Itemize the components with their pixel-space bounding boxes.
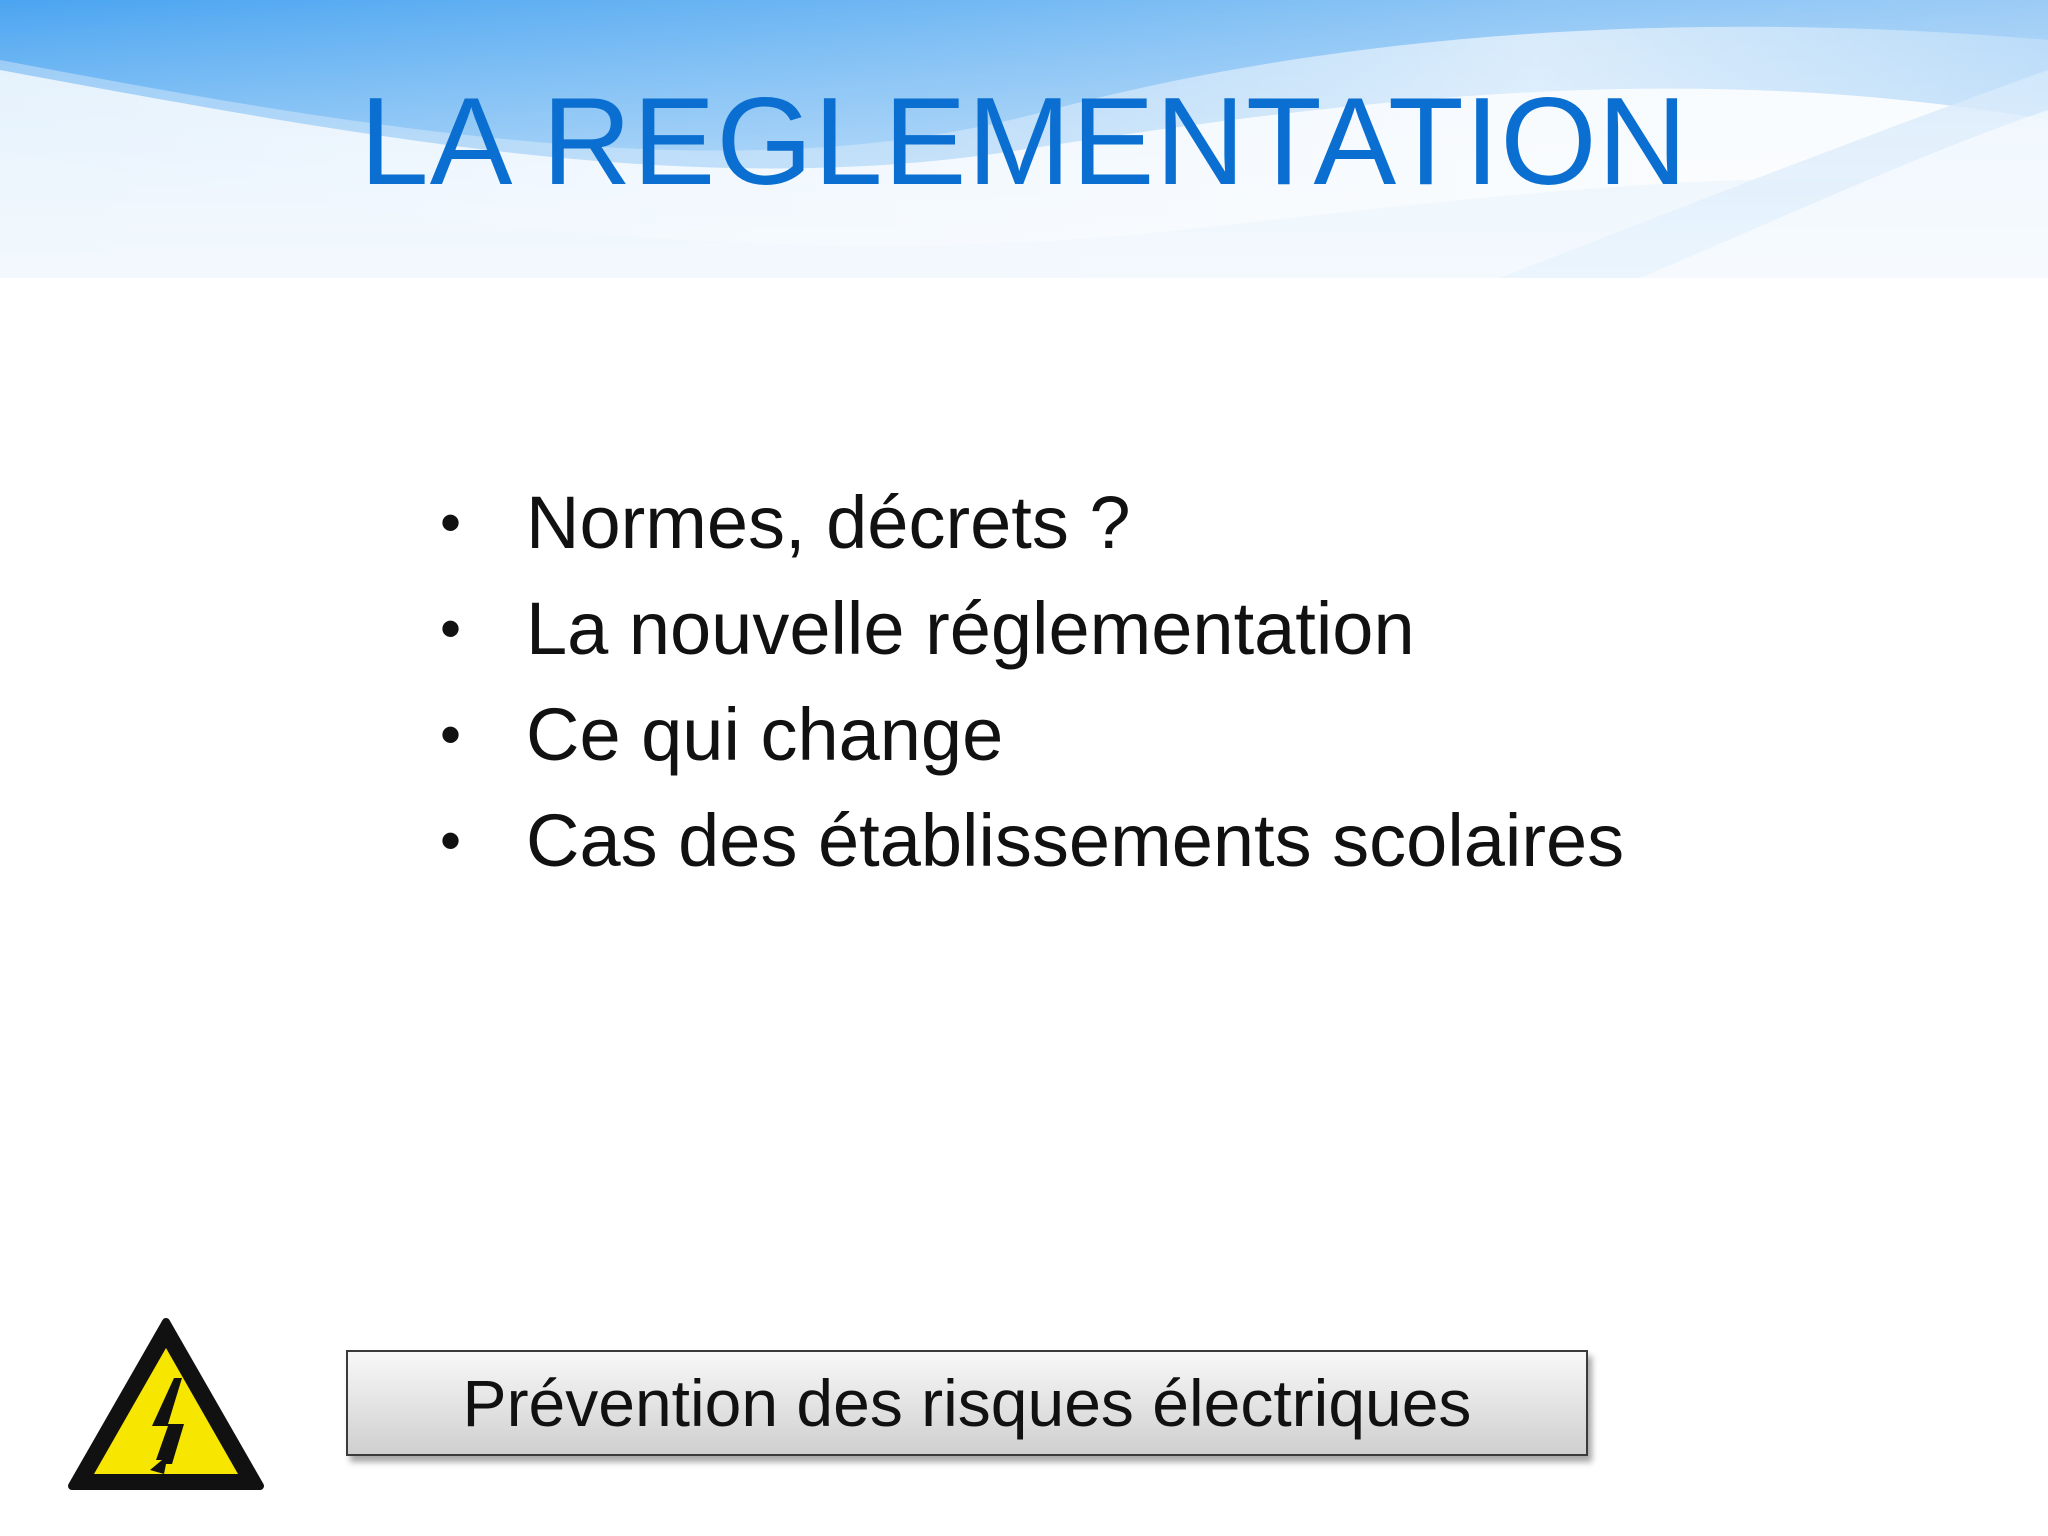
slide-title: LA REGLEMENTATION [359, 73, 1689, 211]
bullet-marker: • [440, 489, 462, 556]
bullet-item [440, 576, 1840, 682]
bullet-text: Cas des établissements scolaires [526, 799, 1625, 882]
bullet-item [440, 682, 1840, 788]
bullet-text: Normes, décrets ? [526, 481, 1131, 564]
bullet-marker: • [440, 595, 462, 662]
footer-label-box: Prévention des risques électriques [346, 1350, 1588, 1456]
bullet-marker: • [440, 701, 462, 768]
bullet-item [440, 470, 1840, 576]
electrical-hazard-warning-icon [66, 1314, 266, 1494]
warning-triangle-icon [66, 1314, 266, 1494]
bullet-item [440, 788, 1840, 894]
bullet-text: La nouvelle réglementation [526, 587, 1415, 670]
bullet-list [440, 470, 1840, 894]
bullet-marker: • [440, 807, 462, 874]
bullet-text: Ce qui change [526, 693, 1004, 776]
